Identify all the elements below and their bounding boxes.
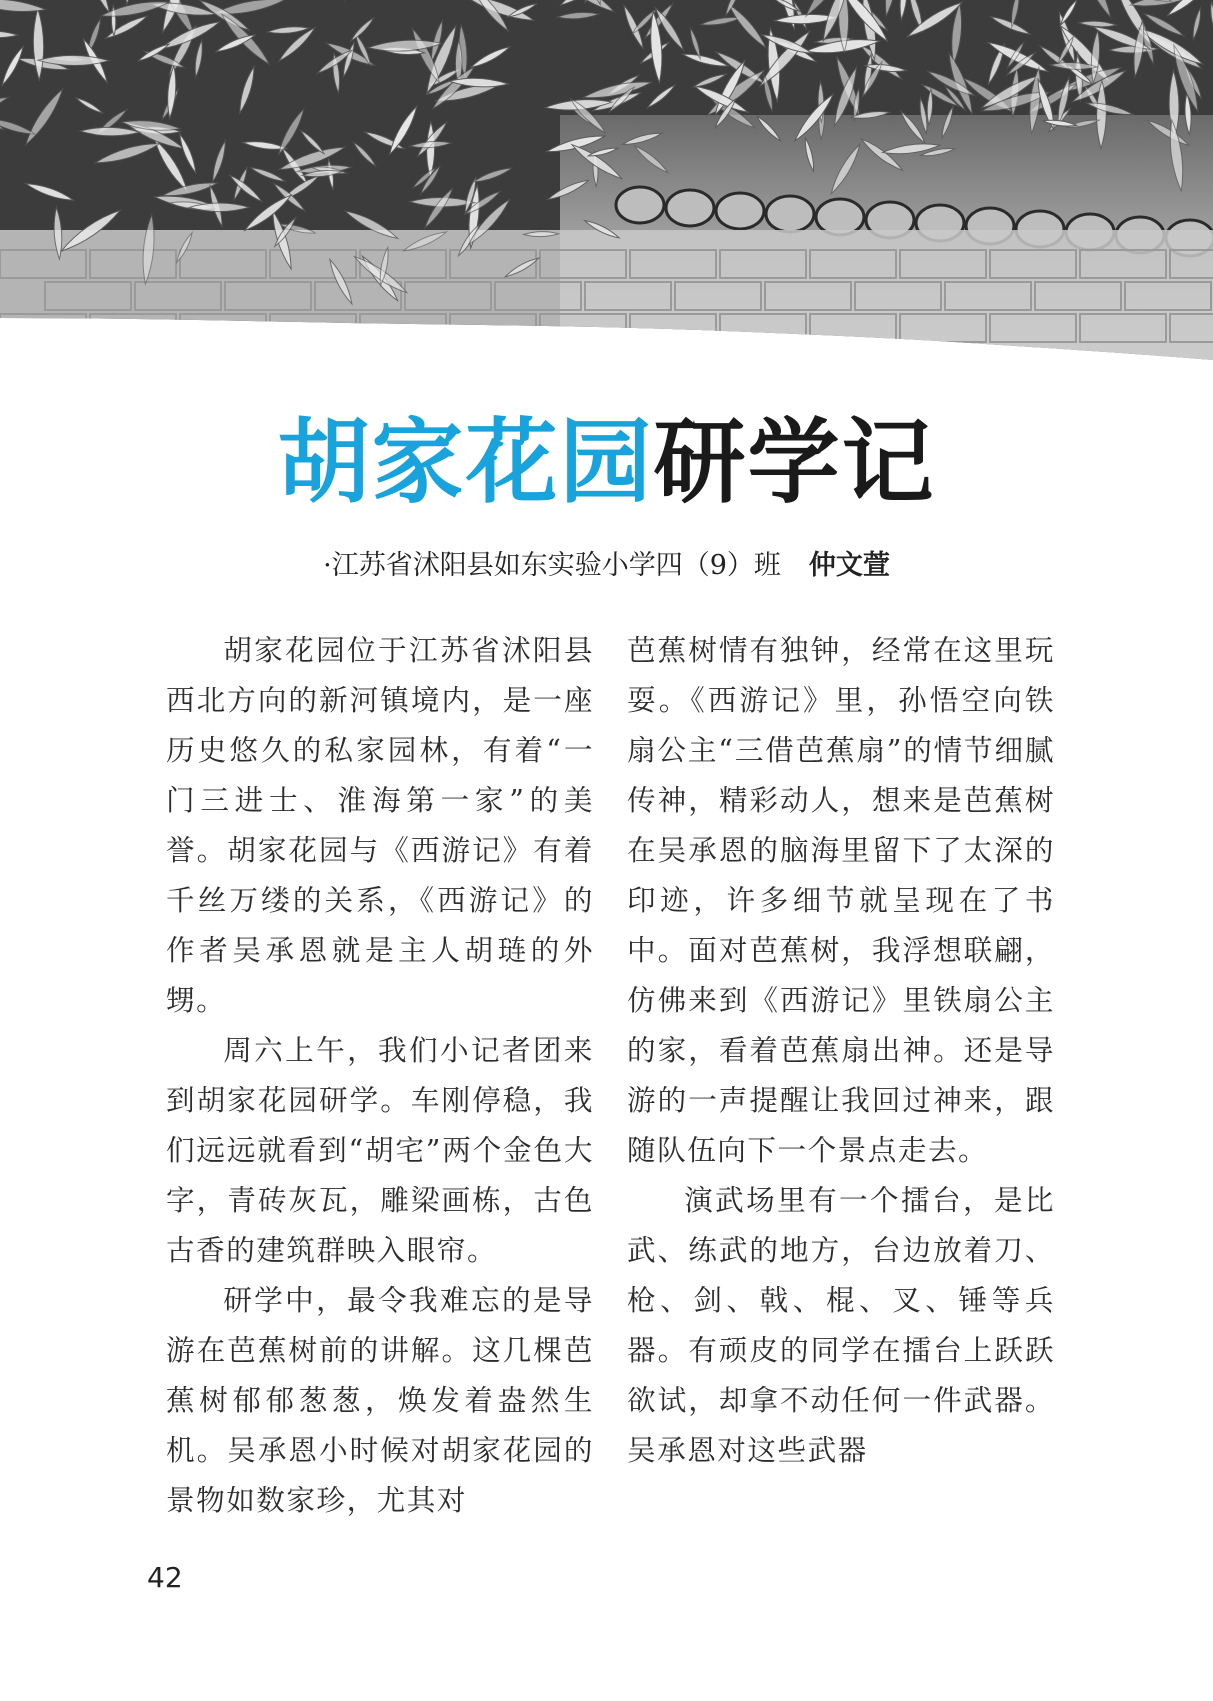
- bamboo-wall-illustration: [0, 0, 1213, 380]
- byline: [0, 548, 1213, 584]
- paragraph-continued: 芭蕉树情有独钟，经常在这里玩耍。《西游记》里，孙悟空向铁扇公主“三借芭蕉扇”的情节细腻传神，精彩动人，想来是芭蕉树在吴承恩的脑海里留下了太深的印迹，许多细节就呈现在了书中。面对芭蕉树，我浮想联翩，仿佛来到《西游记》里铁扇公主的家，看着芭蕉扇出神。还是导游的一声提醒让我回过神来，跟随队伍向下一个景点走去。: [627, 633, 1055, 1167]
- paragraph: 研学中，最令我难忘的是导游在芭蕉树前的讲解。这几棵芭蕉树郁郁葱葱，焕发着盎然生机。吴承恩小时候对胡家花园的景物如数家珍，尤其对: [166, 1283, 594, 1517]
- byline-school: ·江苏省沭阳县如东实验小学四（9）班: [323, 550, 781, 581]
- paragraph: 胡家花园位于江苏省沭阳县西北方向的新河镇境内，是一座历史悠久的私家园林，有着“一门三进士、淮海第一家”的美誉。胡家花园与《西游记》有着千丝万缕的关系，《西游记》的作者吴承恩就是主人胡琏的外甥。: [166, 633, 594, 1017]
- article-column-right: [627, 625, 1055, 1475]
- byline-author: 仲文萱: [808, 550, 890, 581]
- paragraph: 演武场里有一个擂台，是比武、练武的地方，台边放着刀、枪、剑、戟、棍、叉、锤等兵器。有顽皮的同学在擂台上跃跃欲试，却拿不动任何一件武器。吴承恩对这些武器: [627, 1183, 1055, 1467]
- paragraph: 周六上午，我们小记者团来到胡家花园研学。车刚停稳，我们远远就看到“胡宅”两个金色大字，青砖灰瓦，雕梁画栋，古色古香的建筑群映入眼帘。: [166, 1033, 594, 1267]
- page-number: 42: [147, 1561, 183, 1594]
- header-illustration: [0, 0, 1213, 380]
- title-highlight: 胡家花园: [277, 409, 654, 516]
- article-column-left: [166, 625, 594, 1525]
- title-rest: 研学记: [653, 409, 936, 516]
- article-title: [0, 408, 1213, 518]
